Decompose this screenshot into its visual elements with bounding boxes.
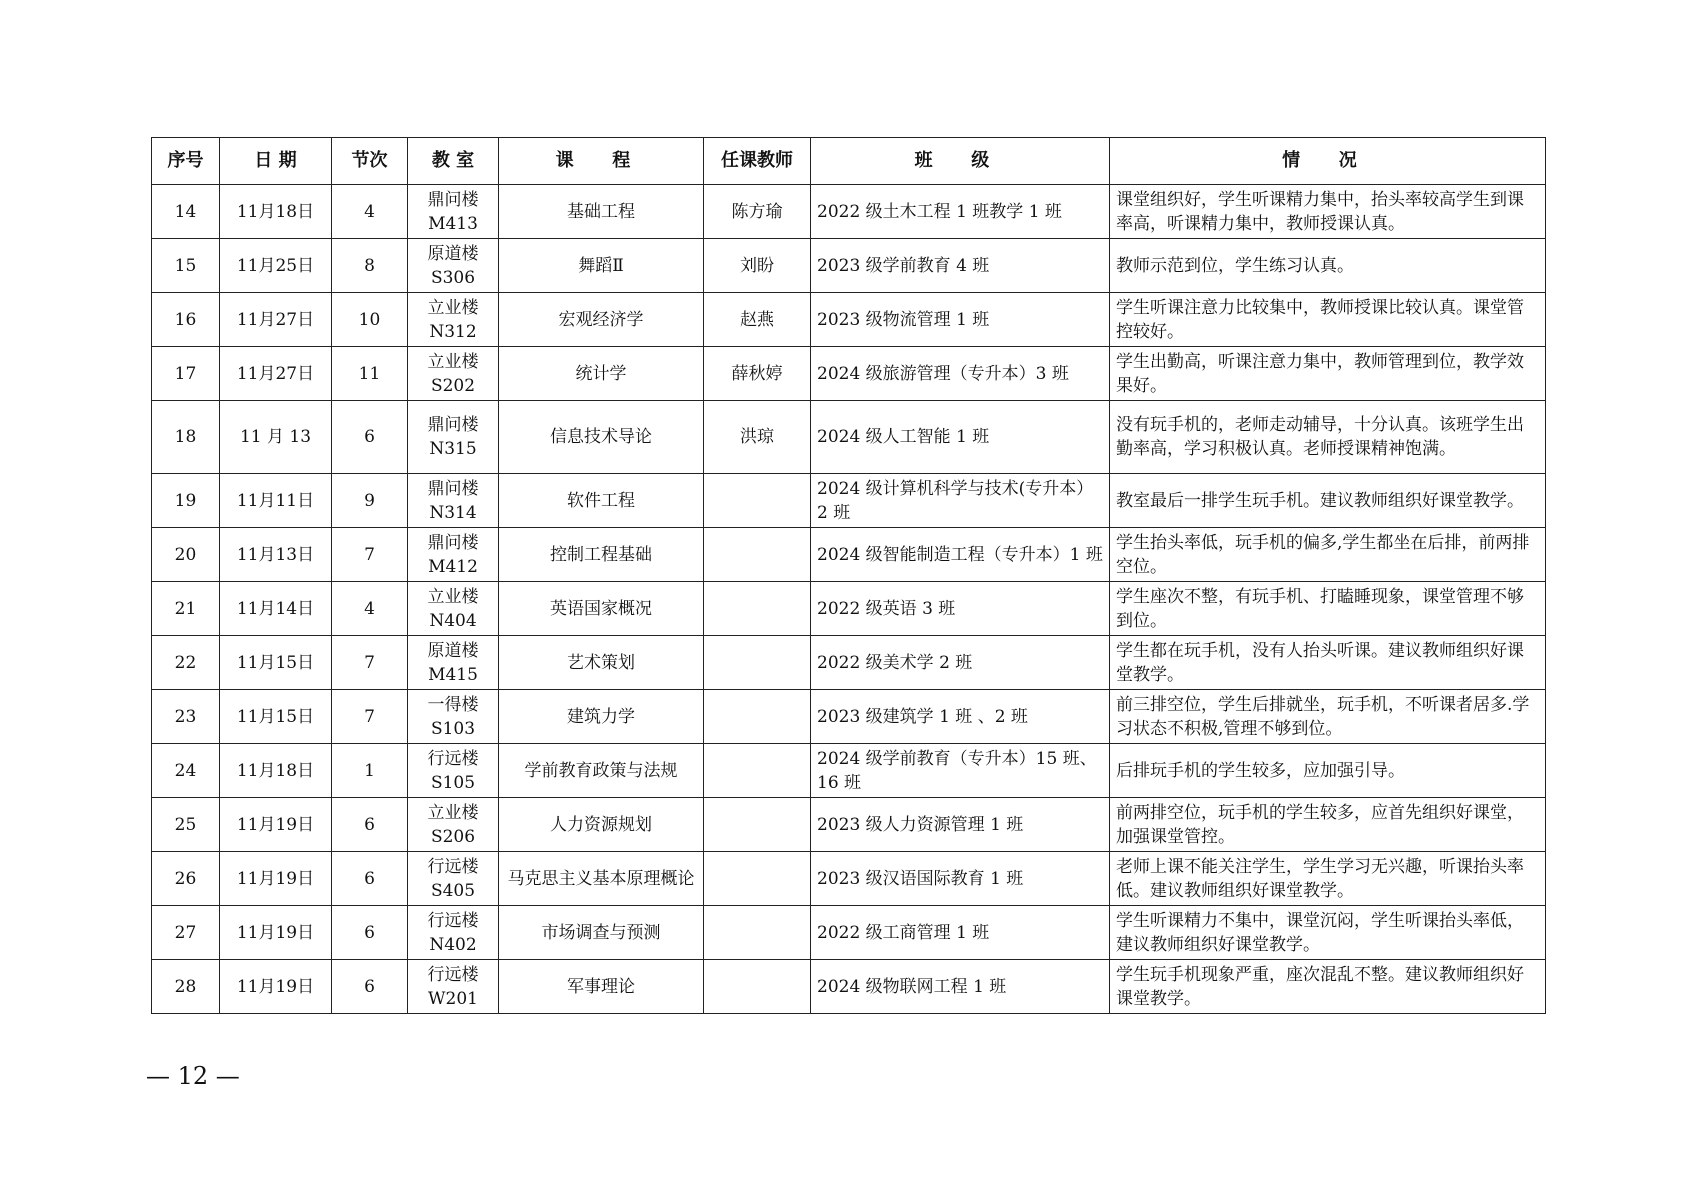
cell-no: 20: [152, 528, 220, 582]
cell-course: 信息技术导论: [499, 401, 704, 474]
cell-situation: 前三排空位，学生后排就坐，玩手机，不听课者居多.学习状态不积极,管理不够到位。: [1110, 690, 1546, 744]
table-row: [152, 528, 1546, 582]
cell-class: 2024 级人工智能 1 班: [811, 401, 1110, 474]
table-row: [152, 474, 1546, 528]
cell-course: 基础工程: [499, 185, 704, 239]
cell-period: 6: [332, 906, 408, 960]
cell-no: 16: [152, 293, 220, 347]
table-row: [152, 744, 1546, 798]
cell-period: 4: [332, 582, 408, 636]
cell-class: 2023 级汉语国际教育 1 班: [811, 852, 1110, 906]
cell-period: 9: [332, 474, 408, 528]
cell-situation: 教室最后一排学生玩手机。建议教师组织好课堂教学。: [1110, 474, 1546, 528]
cell-room: 立业楼 N312: [408, 293, 499, 347]
cell-teacher: [704, 852, 811, 906]
cell-teacher: [704, 798, 811, 852]
cell-class: 2024 级计算机科学与技术(专升本）2 班: [811, 474, 1110, 528]
cell-room: 行远楼 N402: [408, 906, 499, 960]
cell-date: 11月27日: [220, 293, 332, 347]
cell-class: 2022 级美术学 2 班: [811, 636, 1110, 690]
table-row: [152, 852, 1546, 906]
cell-situation: 学生出勤高，听课注意力集中，教师管理到位，教学效果好。: [1110, 347, 1546, 401]
cell-course: 马克思主义基本原理概论: [499, 852, 704, 906]
table-row: [152, 636, 1546, 690]
cell-date: 11月11日: [220, 474, 332, 528]
cell-class: 2023 级建筑学 1 班 、2 班: [811, 690, 1110, 744]
table-row: [152, 582, 1546, 636]
cell-room: 一得楼 S103: [408, 690, 499, 744]
cell-room: 行远楼 S405: [408, 852, 499, 906]
cell-period: 7: [332, 636, 408, 690]
header-class: 班 级: [811, 138, 1110, 185]
cell-situation: 课堂组织好，学生听课精力集中，抬头率较高学生到课率高，听课精力集中，教师授课认真。: [1110, 185, 1546, 239]
cell-teacher: 薛秋婷: [704, 347, 811, 401]
table-body: [152, 185, 1546, 1014]
cell-room: 立业楼 S202: [408, 347, 499, 401]
cell-date: 11月14日: [220, 582, 332, 636]
cell-period: 6: [332, 401, 408, 474]
cell-course: 建筑力学: [499, 690, 704, 744]
cell-date: 11月18日: [220, 185, 332, 239]
table-row: [152, 293, 1546, 347]
cell-teacher: [704, 960, 811, 1014]
cell-room: 鼎问楼 N314: [408, 474, 499, 528]
cell-period: 4: [332, 185, 408, 239]
cell-teacher: [704, 690, 811, 744]
cell-date: 11月13日: [220, 528, 332, 582]
cell-situation: 学生听课精力不集中，课堂沉闷，学生听课抬头率低，建议教师组织好课堂教学。: [1110, 906, 1546, 960]
table-row: [152, 960, 1546, 1014]
header-course: 课 程: [499, 138, 704, 185]
cell-date: 11月19日: [220, 852, 332, 906]
cell-teacher: [704, 582, 811, 636]
cell-course: 军事理论: [499, 960, 704, 1014]
header-date: 日 期: [220, 138, 332, 185]
cell-date: 11 月 13: [220, 401, 332, 474]
cell-date: 11月19日: [220, 960, 332, 1014]
header-no: 序号: [152, 138, 220, 185]
cell-period: 11: [332, 347, 408, 401]
cell-course: 舞蹈Ⅱ: [499, 239, 704, 293]
cell-room: 立业楼 N404: [408, 582, 499, 636]
cell-no: 18: [152, 401, 220, 474]
cell-room: 立业楼 S206: [408, 798, 499, 852]
header-period: 节次: [332, 138, 408, 185]
inspection-table: [151, 137, 1546, 1014]
cell-no: 28: [152, 960, 220, 1014]
cell-class: 2022 级土木工程 1 班教学 1 班: [811, 185, 1110, 239]
cell-room: 鼎问楼 M413: [408, 185, 499, 239]
cell-class: 2023 级人力资源管理 1 班: [811, 798, 1110, 852]
cell-class: 2023 级学前教育 4 班: [811, 239, 1110, 293]
cell-class: 2022 级英语 3 班: [811, 582, 1110, 636]
table-row: [152, 798, 1546, 852]
cell-teacher: 陈方瑜: [704, 185, 811, 239]
cell-situation: 老师上课不能关注学生，学生学习无兴趣，听课抬头率低。建议教师组织好课堂教学。: [1110, 852, 1546, 906]
cell-period: 1: [332, 744, 408, 798]
cell-situation: 学生玩手机现象严重，座次混乱不整。建议教师组织好课堂教学。: [1110, 960, 1546, 1014]
cell-room: 行远楼 W201: [408, 960, 499, 1014]
cell-no: 15: [152, 239, 220, 293]
cell-course: 学前教育政策与法规: [499, 744, 704, 798]
cell-situation: 后排玩手机的学生较多，应加强引导。: [1110, 744, 1546, 798]
table-row: [152, 239, 1546, 293]
cell-class: 2024 级智能制造工程（专升本）1 班: [811, 528, 1110, 582]
cell-teacher: [704, 906, 811, 960]
cell-no: 22: [152, 636, 220, 690]
cell-date: 11月15日: [220, 690, 332, 744]
cell-teacher: 洪琼: [704, 401, 811, 474]
cell-situation: 学生都在玩手机，没有人抬头听课。建议教师组织好课堂教学。: [1110, 636, 1546, 690]
cell-course: 人力资源规划: [499, 798, 704, 852]
cell-date: 11月15日: [220, 636, 332, 690]
table-row: [152, 690, 1546, 744]
cell-no: 17: [152, 347, 220, 401]
table-row: [152, 906, 1546, 960]
cell-course: 控制工程基础: [499, 528, 704, 582]
header-situation: 情 况: [1110, 138, 1546, 185]
cell-period: 8: [332, 239, 408, 293]
cell-no: 24: [152, 744, 220, 798]
cell-no: 25: [152, 798, 220, 852]
cell-teacher: 赵燕: [704, 293, 811, 347]
cell-class: 2022 级工商管理 1 班: [811, 906, 1110, 960]
cell-no: 21: [152, 582, 220, 636]
header-room: 教 室: [408, 138, 499, 185]
cell-class: 2024 级旅游管理（专升本）3 班: [811, 347, 1110, 401]
cell-teacher: [704, 474, 811, 528]
cell-room: 鼎问楼 M412: [408, 528, 499, 582]
cell-period: 6: [332, 960, 408, 1014]
header-row: [152, 138, 1546, 185]
cell-situation: 学生座次不整，有玩手机、打瞌睡现象，课堂管理不够到位。: [1110, 582, 1546, 636]
cell-class: 2023 级物流管理 1 班: [811, 293, 1110, 347]
cell-situation: 教师示范到位，学生练习认真。: [1110, 239, 1546, 293]
cell-period: 7: [332, 690, 408, 744]
cell-date: 11月18日: [220, 744, 332, 798]
cell-room: 行远楼 S105: [408, 744, 499, 798]
table-row: [152, 347, 1546, 401]
cell-course: 市场调查与预测: [499, 906, 704, 960]
table-row: [152, 185, 1546, 239]
cell-date: 11月19日: [220, 798, 332, 852]
table-row: [152, 401, 1546, 474]
cell-teacher: 刘盼: [704, 239, 811, 293]
cell-class: 2024 级物联网工程 1 班: [811, 960, 1110, 1014]
cell-no: 23: [152, 690, 220, 744]
cell-period: 7: [332, 528, 408, 582]
cell-situation: 前两排空位，玩手机的学生较多，应首先组织好课堂，加强课堂管控。: [1110, 798, 1546, 852]
cell-no: 19: [152, 474, 220, 528]
cell-no: 26: [152, 852, 220, 906]
cell-room: 原道楼 M415: [408, 636, 499, 690]
cell-date: 11月19日: [220, 906, 332, 960]
cell-date: 11月27日: [220, 347, 332, 401]
cell-teacher: [704, 744, 811, 798]
cell-no: 27: [152, 906, 220, 960]
cell-course: 统计学: [499, 347, 704, 401]
cell-teacher: [704, 528, 811, 582]
cell-period: 6: [332, 798, 408, 852]
cell-course: 软件工程: [499, 474, 704, 528]
cell-teacher: [704, 636, 811, 690]
page-number: — 12 —: [146, 1062, 240, 1090]
cell-period: 6: [332, 852, 408, 906]
cell-course: 宏观经济学: [499, 293, 704, 347]
cell-situation: 学生听课注意力比较集中，教师授课比较认真。课堂管控较好。: [1110, 293, 1546, 347]
cell-course: 艺术策划: [499, 636, 704, 690]
cell-class: 2024 级学前教育（专升本）15 班、16 班: [811, 744, 1110, 798]
cell-course: 英语国家概况: [499, 582, 704, 636]
cell-date: 11月25日: [220, 239, 332, 293]
header-teacher: 任课教师: [704, 138, 811, 185]
cell-situation: 学生抬头率低，玩手机的偏多,学生都坐在后排，前两排空位。: [1110, 528, 1546, 582]
cell-period: 10: [332, 293, 408, 347]
cell-room: 鼎问楼 N315: [408, 401, 499, 474]
cell-situation: 没有玩手机的，老师走动辅导，十分认真。该班学生出勤率高，学习积极认真。老师授课精神饱满。: [1110, 401, 1546, 474]
cell-room: 原道楼 S306: [408, 239, 499, 293]
cell-no: 14: [152, 185, 220, 239]
